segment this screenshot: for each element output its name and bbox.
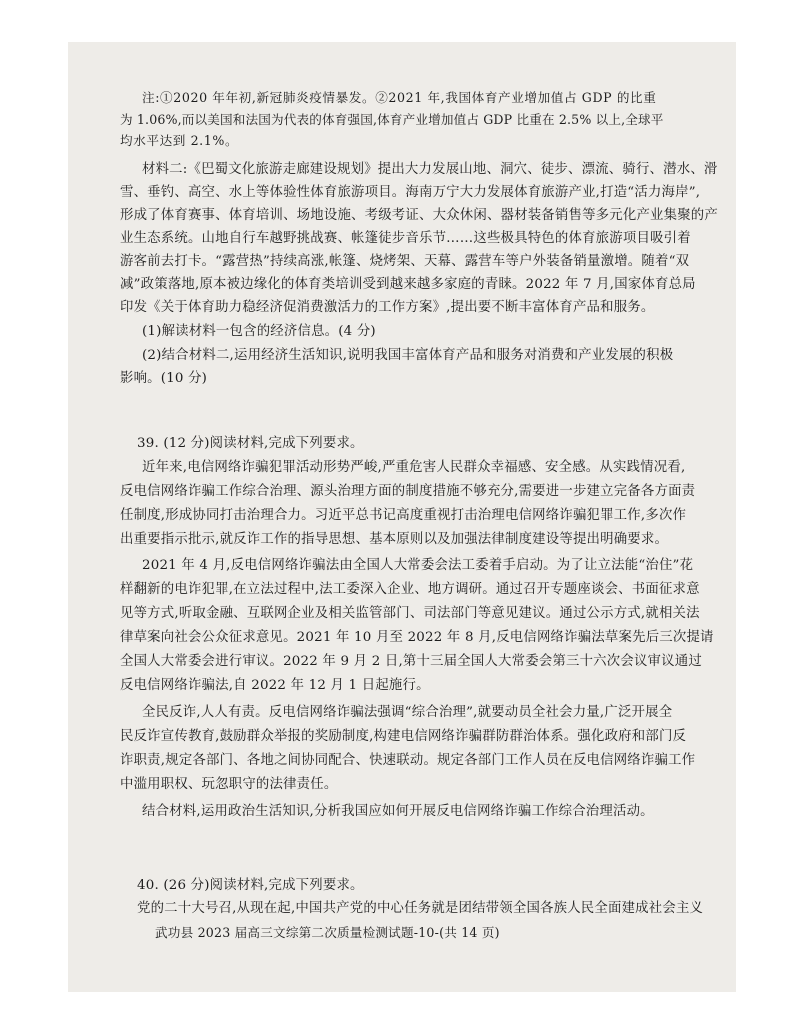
q39-line: 反电信网络诈骗工作综合治理、源头治理方面的制度措施不够充分,需要进一步建立完备各方面责 xyxy=(120,484,696,499)
note-line: 为 1.06%,而以美国和法国为代表的体育强国,体育产业增加值占 GDP 比重在 2.5% 以上,全球平 xyxy=(120,112,664,127)
material2-line: 业生态系统。山地自行车越野挑战赛、帐篷徒步音乐节……这些极具特色的体育旅游项目吸引着 xyxy=(120,231,691,246)
note-line: 注:①2020 年年初,新冠肺炎疫情暴发。②2021 年,我国体育产业增加值占 GDP 的比重 xyxy=(142,90,657,105)
q39-line: 中滥用职权、玩忽职守的法律责任。 xyxy=(120,777,338,792)
q39-title: 39. (12 分)阅读材料,完成下列要求。 xyxy=(137,436,364,451)
q38-subquestion: (2)结合材料二,运用经济生活知识,说明我国丰富体育产品和服务对消费和产业发展的积极 xyxy=(142,348,674,363)
q39-line: 样翻新的电诈犯罪,在立法过程中,法工委深入企业、地方调研。通过召开专题座谈会、书面征求意 xyxy=(120,582,700,597)
material2-line: 雪、垂钓、高空、水上等体验性体育旅游项目。海南万宁大力发展体育旅游产业,打造“活力海岸”, xyxy=(120,185,701,200)
q38-subquestion: 影响。(10 分) xyxy=(120,371,208,386)
material2-line: 形成了体育赛事、体育培训、场地设施、考级考证、大众休闲、器材装备销售等多元化产业集聚的产 xyxy=(120,208,718,223)
q39-line: 出重要指示批示,就反诈工作的指导思想、基本原则以及加强法律制度建设等提出明确要求。 xyxy=(120,532,669,547)
q39-line: 反电信网络诈骗法,自 2022 年 12 月 1 日起施行。 xyxy=(120,678,430,693)
material2-line: 游客前去打卡。“露营热”持续高涨,帐篷、烧烤架、天幕、露营车等户外装备销量激增。随着“双 xyxy=(120,254,690,269)
q39-line: 民反诈宣传教育,鼓励群众举报的奖励制度,构建电信网络诈骗群防群治体系。强化政府和部门反 xyxy=(120,729,687,744)
q39-line: 全民反诈,人人有责。反电信网络诈骗法强调“综合治理”,就要动员全社会力量,广泛开展全 xyxy=(142,705,673,720)
material2-line: 印发《关于体育助力稳经济促消费激活力的工作方案》,提出要不断丰富体育产品和服务。 xyxy=(120,300,655,315)
q39-line: 近年来,电信网络诈骗犯罪活动形势严峻,严重危害人民群众幸福感、安全感。从实践情况看, xyxy=(142,460,686,475)
q39-line: 全国人大常委会进行审议。2022 年 9 月 2 日,第十三届全国人大常委会第三十六次会议审议通过 xyxy=(120,654,702,669)
q40-title: 40. (26 分)阅读材料,完成下列要求。 xyxy=(137,878,364,893)
q40-line: 党的二十大号召,从现在起,中国共产党的中心任务就是团结带领全国各族人民全面建成社会主义 xyxy=(137,901,704,916)
q39-line: 2021 年 4 月,反电信网络诈骗法由全国人大常委会法工委着手启动。为了让立法能“治住”花 xyxy=(142,558,694,573)
q39-line: 诈职责,规定各部门、各地之间协同配合、快速联动。规定各部门工作人员在反电信网络诈骗工作 xyxy=(120,753,696,768)
material2-line: 减”政策落地,原本被边缘化的体育类培训受到越来越多家庭的青睐。2022 年 7 月,国家体育总局 xyxy=(120,277,696,292)
q39-line: 律草案向社会公众征求意见。2021 年 10 月至 2022 年 8 月,反电信网络诈骗法草案先后三次提请 xyxy=(120,630,714,645)
note-line: 均水平达到 2.1%。 xyxy=(120,133,239,148)
q39-line: 见等方式,听取金融、互联网企业及相关监管部门、司法部门等意见建议。通过公示方式,就相关法 xyxy=(120,606,700,621)
q39-line: 任制度,形成协同打击治理合力。习近平总书记高度重视打击治理电信网络诈骗犯罪工作,多次作 xyxy=(120,508,687,523)
page-footer: 武功县 2023 届高三文综第二次质量检测试题-10-(共 14 页) xyxy=(155,925,500,940)
q38-subquestion: (1)解读材料一包含的经济信息。(4 分) xyxy=(142,324,376,339)
material2-line: 材料二:《巴蜀文化旅游走廊建设规划》提出大力发展山地、洞穴、徒步、漂流、骑行、潜水、滑 xyxy=(142,162,718,177)
q39-task: 结合材料,运用政治生活知识,分析我国应如何开展反电信网络诈骗工作综合治理活动。 xyxy=(142,804,654,819)
